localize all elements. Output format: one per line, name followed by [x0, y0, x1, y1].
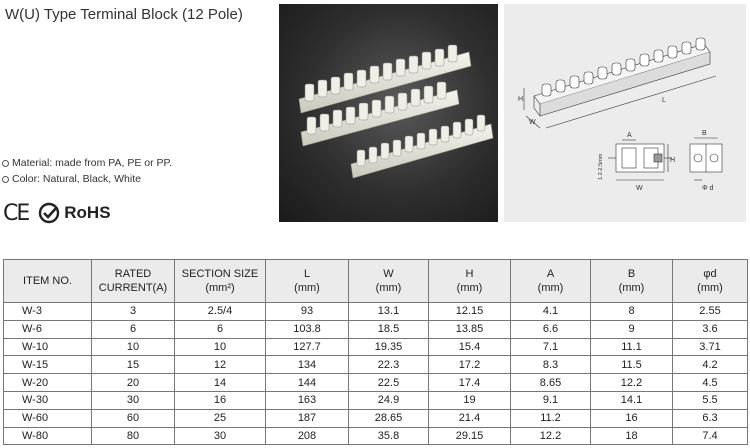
header-item-no: ITEM NO.	[4, 260, 92, 303]
page-title: W(U) Type Terminal Block (12 Pole)	[5, 6, 243, 23]
table-cell: 12	[175, 356, 266, 374]
rohs-logo	[38, 202, 110, 224]
table-row	[4, 391, 748, 409]
table-cell: 11.2	[511, 409, 591, 427]
drawing-label-pitch: 1.2-2.5mm	[598, 153, 604, 180]
bullet-icon	[2, 176, 9, 183]
table-cell: 4.2	[673, 356, 748, 374]
table-cell: 93	[266, 303, 349, 321]
table-cell: 4.5	[673, 374, 748, 392]
table-cell: 22.3	[349, 356, 429, 374]
table-cell: 12.2	[591, 374, 673, 392]
table-cell: 25	[175, 409, 266, 427]
table-cell: 24.9	[349, 391, 429, 409]
table-row	[4, 338, 748, 356]
table-cell: 19.35	[349, 338, 429, 356]
table-cell: 16	[175, 391, 266, 409]
table-cell: 9	[591, 320, 673, 338]
table-cell: 187	[266, 409, 349, 427]
table-row	[4, 320, 748, 338]
table-cell: 163	[266, 391, 349, 409]
drawing-label-h-front: H	[670, 157, 676, 164]
table-cell: 6	[92, 320, 175, 338]
table-cell: 19	[429, 391, 511, 409]
table-cell: 14.1	[591, 391, 673, 409]
table-row	[4, 374, 748, 392]
table-cell: 29.15	[429, 427, 511, 445]
feature-text: Material: made from PA, PE or PP.	[12, 157, 173, 169]
table-cell: 13.1	[349, 303, 429, 321]
drawing-label-h: H	[518, 96, 524, 103]
table-cell: 16	[591, 409, 673, 427]
table-cell: W-15	[4, 356, 92, 374]
table-header-row	[4, 260, 748, 303]
table-cell: 6.6	[511, 320, 591, 338]
table-cell: 18.5	[349, 320, 429, 338]
table-cell: W-30	[4, 391, 92, 409]
table-cell: 144	[266, 374, 349, 392]
drawing-label-l: L	[662, 97, 666, 104]
product-photo	[279, 4, 498, 222]
table-cell: 208	[266, 427, 349, 445]
table-cell: 18	[591, 427, 673, 445]
table-cell: 6.3	[673, 409, 748, 427]
drawing-label-phid: Φ d	[702, 185, 714, 192]
rohs-check-icon	[38, 202, 60, 224]
table-cell: 14	[175, 374, 266, 392]
header-h: H (mm)	[429, 260, 511, 303]
table-cell: 3.6	[673, 320, 748, 338]
table-cell: 12.2	[511, 427, 591, 445]
header-phid: φd (mm)	[673, 260, 748, 303]
dimension-drawing-image	[504, 4, 746, 222]
header-rated-current: RATED CURRENT(A)	[92, 260, 175, 303]
table-cell: 17.4	[429, 374, 511, 392]
table-cell: W-10	[4, 338, 92, 356]
header-section-size: SECTION SIZE (mm²)	[175, 260, 266, 303]
table-cell: 30	[92, 391, 175, 409]
drawing-label-w: W	[529, 119, 536, 126]
feature-list	[2, 155, 172, 187]
header-l: L (mm)	[266, 260, 349, 303]
header-w: W (mm)	[349, 260, 429, 303]
table-cell: 10	[92, 338, 175, 356]
feature-item	[2, 155, 172, 171]
technical-drawing	[504, 4, 746, 222]
table-cell: 7.4	[673, 427, 748, 445]
table-cell: 28.65	[349, 409, 429, 427]
table-cell: 30	[175, 427, 266, 445]
table-cell: 10	[175, 338, 266, 356]
table-cell: 22.5	[349, 374, 429, 392]
table-cell: 2.5/4	[175, 303, 266, 321]
table-cell: 20	[92, 374, 175, 392]
table-cell: 60	[92, 409, 175, 427]
drawing-label-b: B	[702, 130, 707, 137]
table-cell: 2.55	[673, 303, 748, 321]
table-row	[4, 303, 748, 321]
table-cell: 8	[591, 303, 673, 321]
table-cell: 11.5	[591, 356, 673, 374]
terminal-block-photo-image	[279, 4, 498, 222]
table-cell: 9.1	[511, 391, 591, 409]
table-cell: W-20	[4, 374, 92, 392]
table-cell: 134	[266, 356, 349, 374]
table-cell: 15.4	[429, 338, 511, 356]
rohs-text: RoHS	[64, 203, 111, 222]
table-cell: 12.15	[429, 303, 511, 321]
bullet-icon	[2, 160, 9, 167]
header-a: A (mm)	[511, 260, 591, 303]
table-row	[4, 356, 748, 374]
table-cell: 8.65	[511, 374, 591, 392]
table-row	[4, 409, 748, 427]
table-cell: 3	[92, 303, 175, 321]
table-cell: 4.1	[511, 303, 591, 321]
certification-logos	[3, 199, 111, 227]
table-cell: 5.5	[673, 391, 748, 409]
table-cell: 3.71	[673, 338, 748, 356]
table-cell: 127.7	[266, 338, 349, 356]
feature-text: Color: Natural, Black, White	[12, 173, 141, 185]
table-cell: 80	[92, 427, 175, 445]
feature-item	[2, 171, 172, 187]
table-row	[4, 427, 748, 445]
table-cell: W-80	[4, 427, 92, 445]
table-cell: 35.8	[349, 427, 429, 445]
drawing-label-w-front: W	[636, 185, 643, 192]
ce-mark-logo: CE	[3, 200, 29, 226]
table-cell: 7.1	[511, 338, 591, 356]
table-cell: 21.4	[429, 409, 511, 427]
table-cell: W-6	[4, 320, 92, 338]
table-cell: 8.3	[511, 356, 591, 374]
drawing-label-a: A	[627, 132, 632, 139]
header-b: B (mm)	[591, 260, 673, 303]
table-cell: 103.8	[266, 320, 349, 338]
table-cell: 15	[92, 356, 175, 374]
table-cell: W-60	[4, 409, 92, 427]
table-cell: 13.85	[429, 320, 511, 338]
table-cell: 6	[175, 320, 266, 338]
table-cell: W-3	[4, 303, 92, 321]
table-cell: 17.2	[429, 356, 511, 374]
table-cell: 11.1	[591, 338, 673, 356]
specification-table	[3, 259, 748, 445]
